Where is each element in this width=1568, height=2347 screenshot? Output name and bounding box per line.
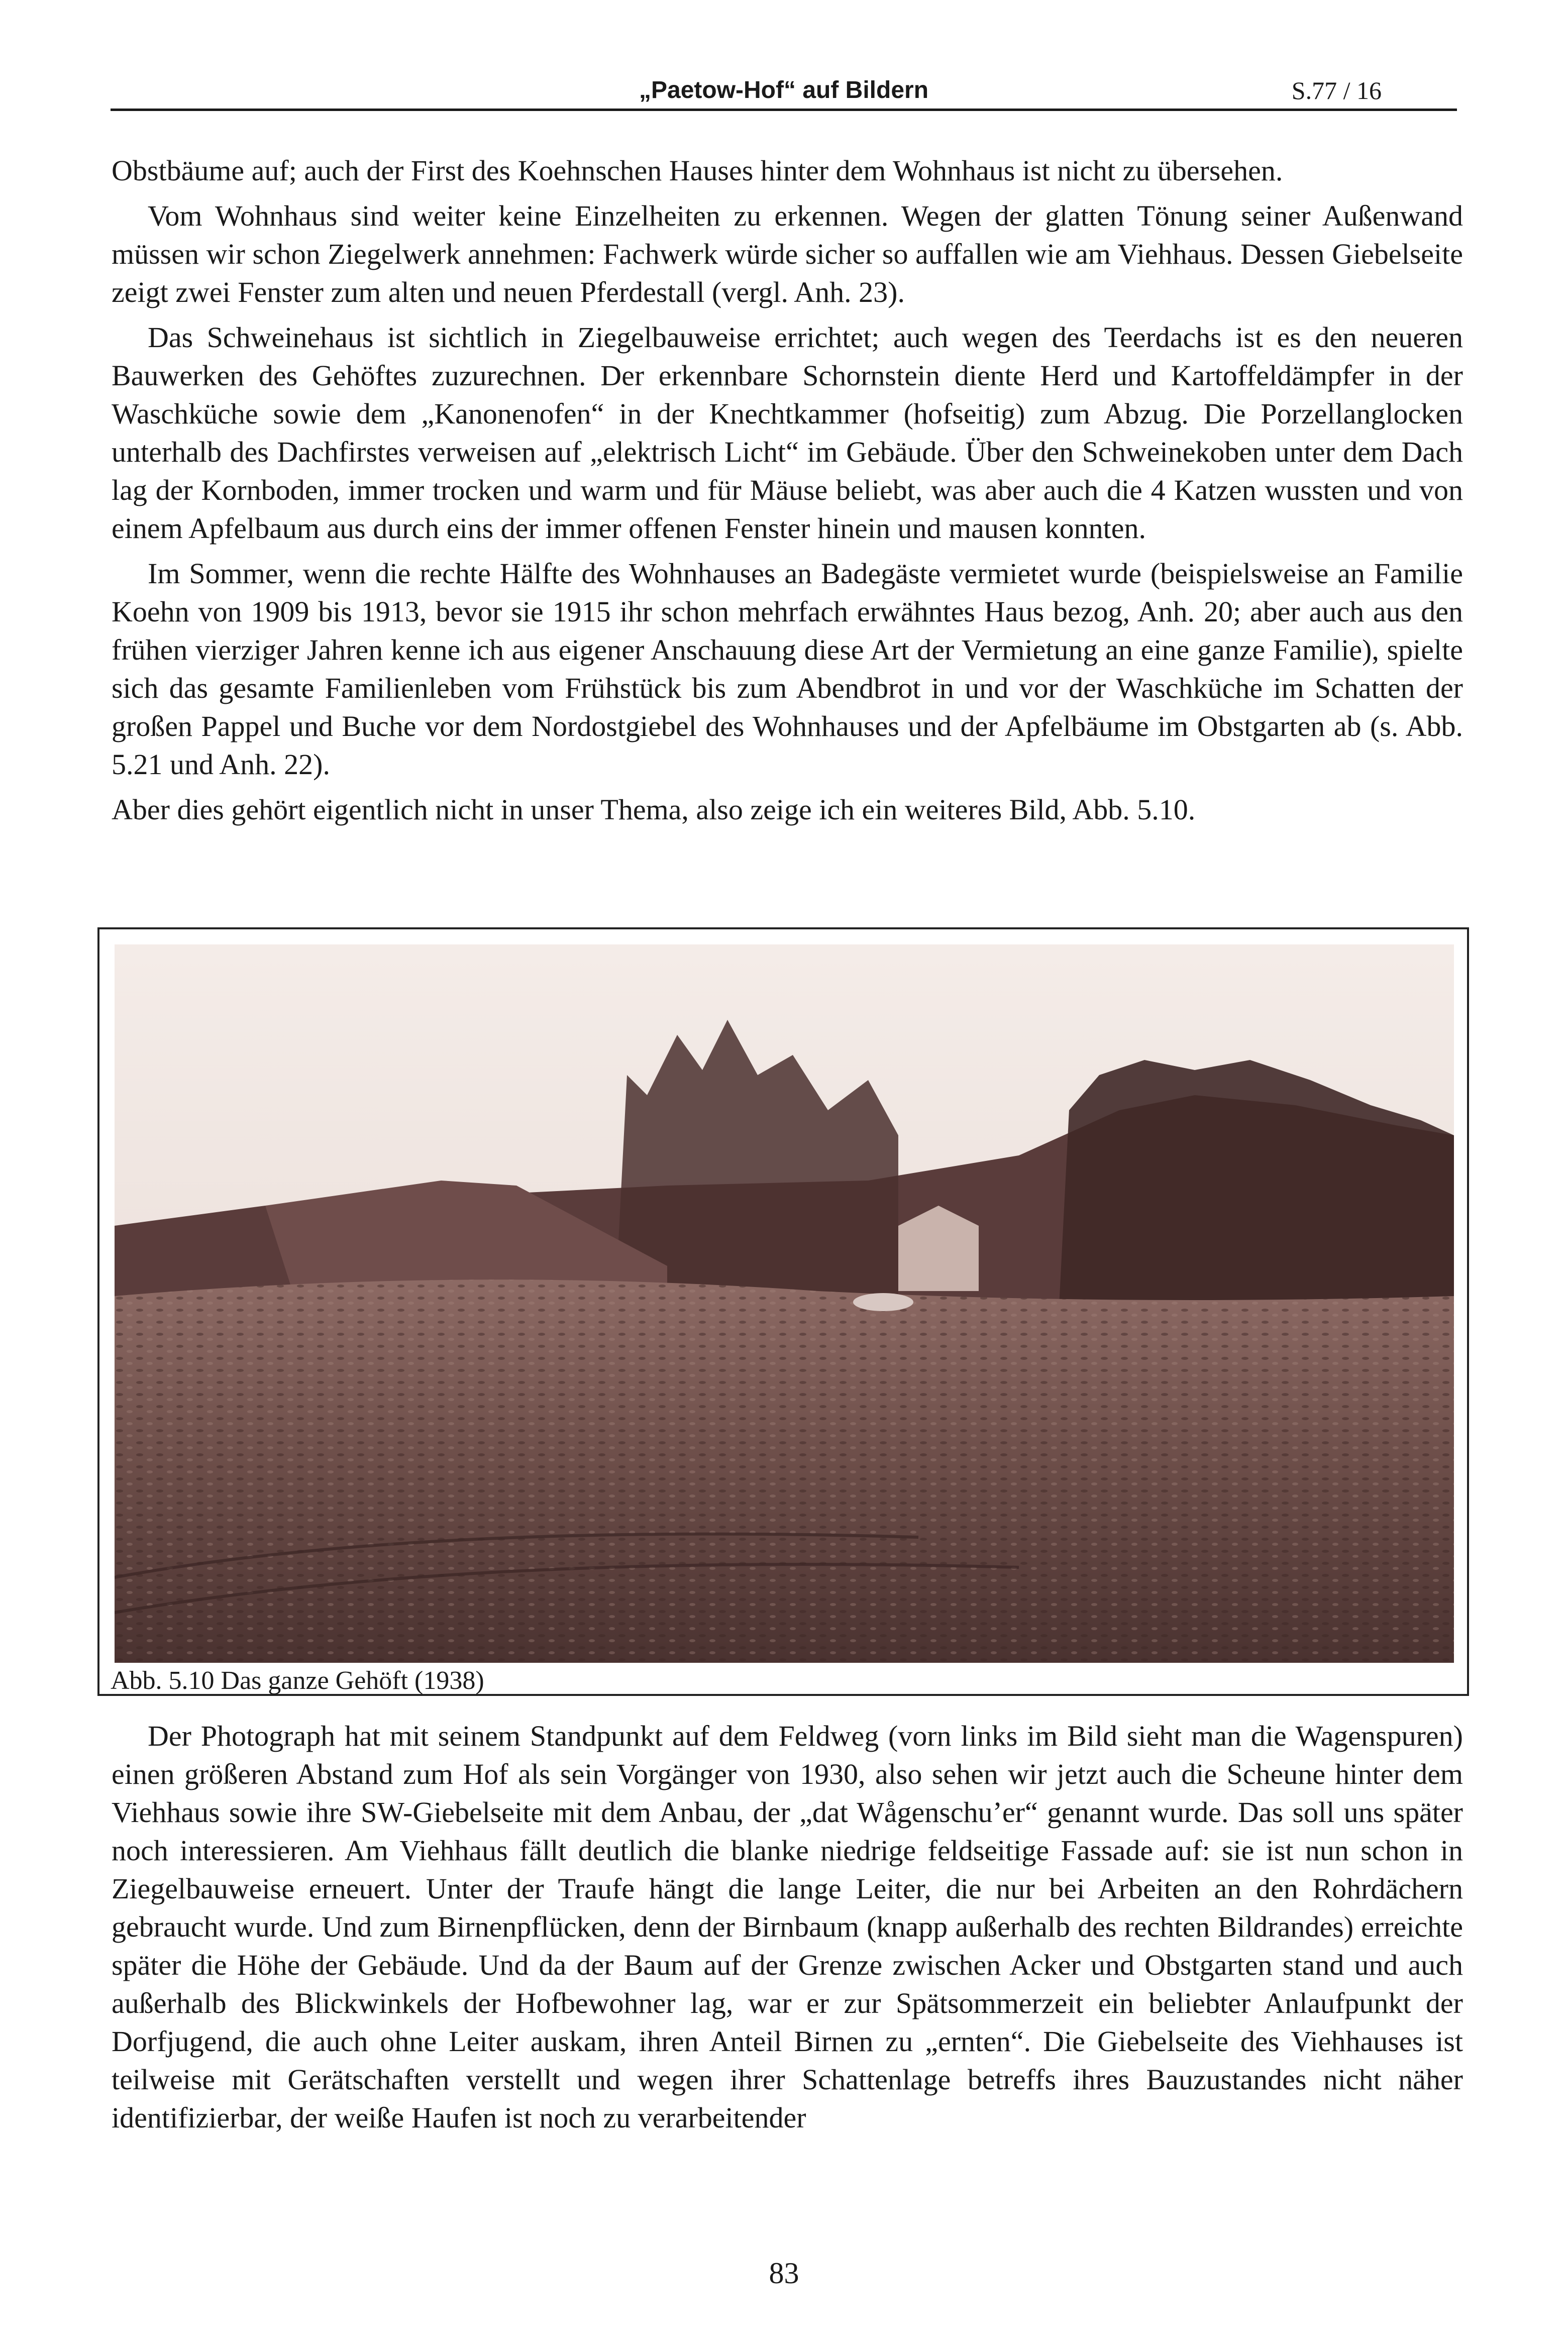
paragraph: Aber dies gehört eigentlich nicht in unser Thema, also zeige ich ein weiteres Bild, Abb. 5.10. [112,793,1196,826]
running-header [111,75,1457,111]
paragraph: Der Photograph hat mit seinem Standpunkt auf dem Feldweg (vorn links im Bild sieht man die Wagenspuren) einen größeren Abstand zum Hof als sein Vorgänger von 1930, also sehen wir jetzt auch die Scheune hinter dem Viehhaus sowie ihre SW-Giebelseite mit dem Anbau, der „dat Wågenschu’er“ genannt wurde. Das soll uns später noch interessieren. Am Viehhaus fällt deutlich die blanke niedrige feldseitige Fassade auf: sie ist nun schon in Ziegelbauweise erneuert. Unter der Traufe hängt die lange Leiter, die nur bei Arbeiten an den Rohrdächern gebraucht wurde. Und zum Birnenpflücken, denn der Birnbaum (knapp außerhalb des rechten Bildrandes) erreichte später die Höhe der Gebäude. Und da der Baum auf der Grenze zwischen Acker und Obstgarten stand und auch außerhalb des Blickwinkels der Hofbewohner lag, war er zur Spätsommerzeit ein beliebter Anlaufpunkt der Dorfjugend, die auch ohne Leiter auskam, ihren Anteil Birnen zu „ernten“. Die Giebelseite des Viehhauses ist teilweise mit Gerätschaften verstellt und wegen ihrer Schattenlage betreffs ihres Bauzustandes nicht näher identifizierbar, der weiße Haufen ist noch zu verarbeitender [112,1720,1463,2134]
paragraph: Im Sommer, wenn die rechte Hälfte des Wohnhauses an Badegäste vermietet wurde (beispielsweise an Familie Koehn von 1909 bis 1913, bevor sie 1915 ihr schon mehrfach erwähntes Haus bezog, Anh. 20; aber auch aus den frühen vierziger Jahren kenne ich aus eigener Anschauung diese Art der Vermietung an eine ganze Familie), spielte sich das gesamte Familienleben vom Frühstück bis zum Abendbrot in und vor der Waschküche im Schatten der großen Pappel und Buche vor dem Nordostgiebel des Wohnhauses und der Apfelbäume im Obstgarten ab (s. Abb. 5.21 und Anh. 22). [112,557,1463,781]
farmstead-photo [115,944,1454,1663]
page-number: 83 [769,2257,799,2290]
body-text-top [112,152,1463,836]
paragraph: Obstbäume auf; auch der First des Koehnschen Hauses hinter dem Wohnhaus ist nicht zu übersehen. [112,154,1283,187]
paragraph: Vom Wohnhaus sind weiter keine Einzelheiten zu erkennen. Wegen der glatten Tönung seiner Außenwand müssen wir schon Ziegelwerk annehmen: Fachwerk würde sicher so auffallen wie am Viehhaus. Dessen Giebelseite zeigt zwei Fenster zum alten und neuen Pferdestall (vergl. Anh. 23). [112,199,1463,308]
header-title: „Paetow-Hof“ auf Bildern [639,77,929,103]
body-text-bottom [112,1717,1463,2144]
figure-5-10 [97,927,1469,1696]
header-page-reference: S.77 / 16 [1291,76,1382,104]
paragraph: Das Schweinehaus ist sichtlich in Ziegelbauweise errichtet; auch wegen des Teerdachs ist es den neueren Bauwerken des Gehöftes zuzurechnen. Der erkennbare Schornstein diente Herd und Kartoffeldämpfer in der Waschküche sowie dem „Kanonenofen“ in der Knechtkammer (hofseitig) zum Abzug. Die Porzellanglocken unterhalb des Dachfirstes verweisen auf „elektrisch Licht“ im Gebäude. Über den Schweinekoben unter dem Dach lag der Kornboden, immer trocken und warm und für Mäuse beliebt, was aber auch die 4 Katzen wussten und von einem Apfelbaum aus durch eins der immer offenen Fenster hinein und mausen konnten. [112,321,1463,545]
figure-caption: Abb. 5.10 Das ganze Gehöft (1938) [111,1666,484,1695]
